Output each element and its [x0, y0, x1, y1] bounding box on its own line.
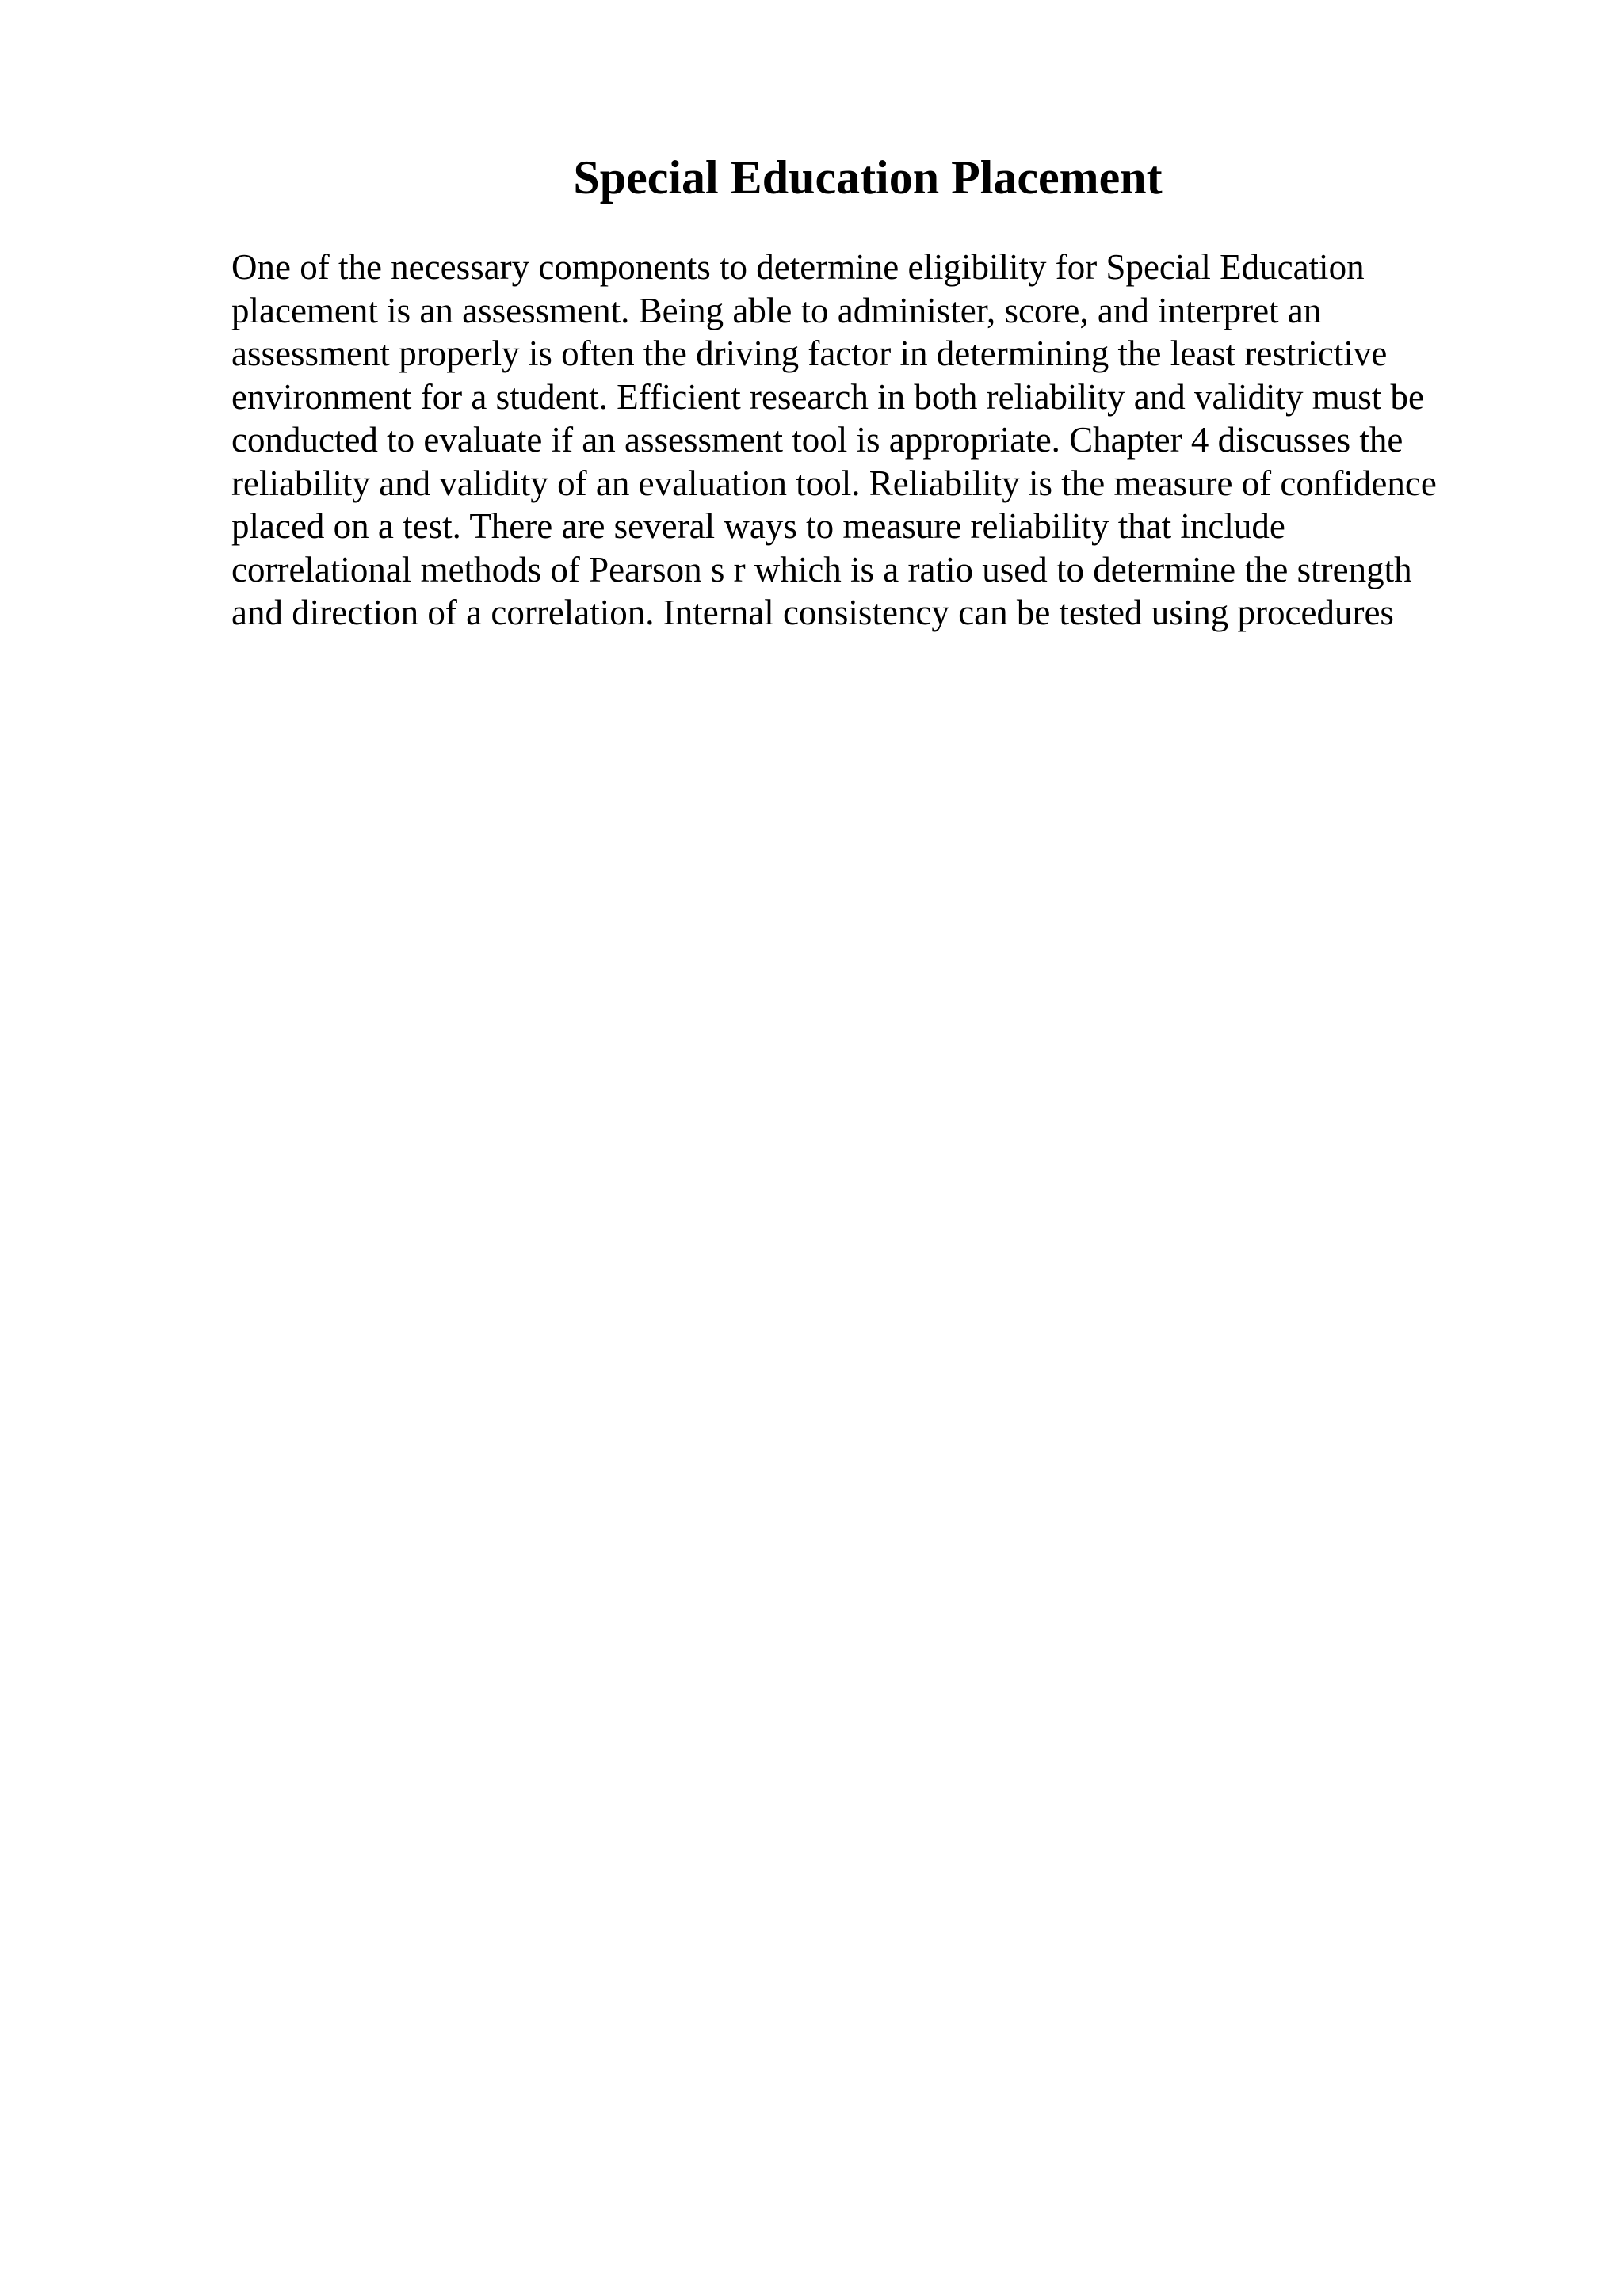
paragraph-line: assessment properly is often the driving factor in determining the least restrictive [231, 334, 1388, 373]
body-paragraph [231, 246, 1515, 635]
paragraph-line: placement is an assessment. Being able to administer, score, and interpret an [231, 290, 1322, 330]
paragraph-line: conducted to evaluate if an assessment tool is appropriate. Chapter 4 discusses the [231, 420, 1403, 460]
paragraph-line: correlational methods of Pearson s r which is a ratio used to determine the strength [231, 549, 1412, 589]
page-title: Special Education Placement [573, 151, 1163, 204]
paragraph-line: One of the necessary components to determine eligibility for Special Education [231, 247, 1365, 287]
paragraph-line: and direction of a correlation. Internal consistency can be tested using procedures [231, 593, 1394, 632]
paragraph-line: environment for a student. Efficient research in both reliability and validity must be [231, 376, 1424, 417]
paragraph-line: placed on a test. There are several ways to measure reliability that include [231, 506, 1285, 546]
paragraph-line: reliability and validity of an evaluation tool. Reliability is the measure of confidence [231, 463, 1437, 503]
